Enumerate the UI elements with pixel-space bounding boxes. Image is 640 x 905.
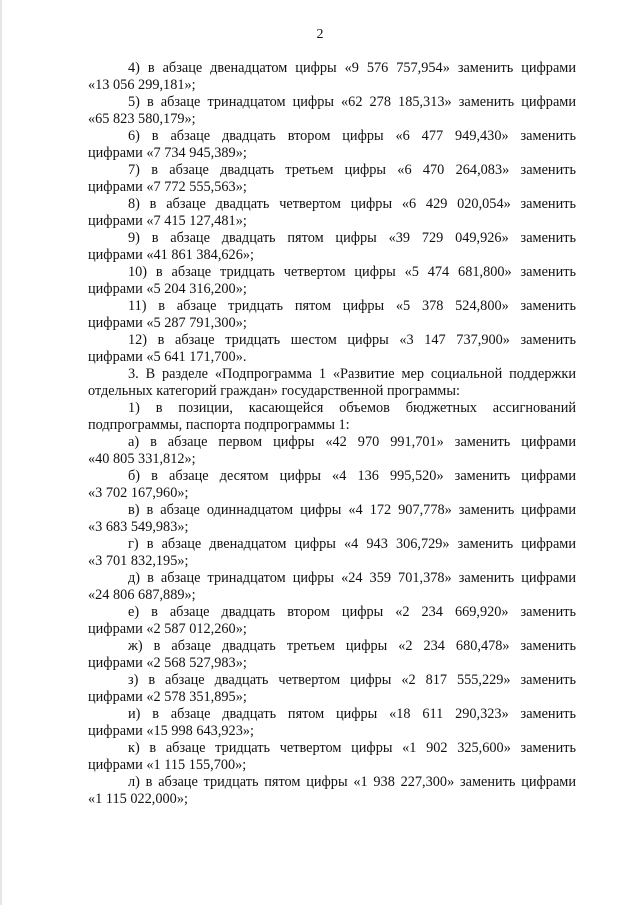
text-line-8-cont: цифрами «7 415 127,481»; xyxy=(88,213,247,229)
item-e-cont: цифрами «2 587 012,260»; xyxy=(88,621,247,637)
text-line-5-cont: «65 823 580,179»; xyxy=(88,111,196,127)
item-zh-cont: цифрами «2 568 527,983»; xyxy=(88,655,247,671)
item-b-first: б) в абзаце десятом цифры «4 136 995,520» заменить цифрами xyxy=(128,468,576,484)
item-z-first: з) в абзаце двадцать четвертом цифры «2 817 555,229» заменить xyxy=(128,672,576,688)
text-line-7-cont: цифрами «7 772 555,563»; xyxy=(88,179,247,195)
text-line-7-first: 7) в абзаце двадцать третьем цифры «6 470 264,083» заменить xyxy=(128,162,576,178)
text-line-10-cont: цифрами «5 204 316,200»; xyxy=(88,281,247,297)
item-v-first: в) в абзаце одиннадцатом цифры «4 172 907,778» заменить цифрами xyxy=(128,502,576,518)
section-3-heading-first: 3. В разделе «Подпрограмма 1 «Развитие мер социальной поддержки xyxy=(128,366,576,382)
item-1-first: 1) в позиции, касающейся объемов бюджетных ассигнований xyxy=(128,400,576,416)
item-a-first: а) в абзаце первом цифры «42 970 991,701» заменить цифрами xyxy=(128,434,576,450)
text-line-11-cont: цифрами «5 287 791,300»; xyxy=(88,315,247,331)
item-e-first: е) в абзаце двадцать втором цифры «2 234 669,920» заменить xyxy=(128,604,576,620)
item-d-first: д) в абзаце тринадцатом цифры «24 359 701,378» заменить цифрами xyxy=(128,570,576,586)
text-line-9-first: 9) в абзаце двадцать пятом цифры «39 729 049,926» заменить xyxy=(128,230,576,246)
text-line-12-cont: цифрами «5 641 171,700». xyxy=(88,349,247,365)
text-line-5-first: 5) в абзаце тринадцатом цифры «62 278 185,313» заменить цифрами xyxy=(128,94,576,110)
text-line-8-first: 8) в абзаце двадцать четвертом цифры «6 429 020,054» заменить xyxy=(128,196,576,212)
text-line-6-first: 6) в абзаце двадцать втором цифры «6 477 949,430» заменить xyxy=(128,128,576,144)
page-number: 2 xyxy=(316,27,324,42)
section-3-heading-cont: отдельных категорий граждан» государственной программы: xyxy=(88,383,460,399)
text-line-4-cont: «13 056 299,181»; xyxy=(88,77,196,93)
item-zh-first: ж) в абзаце двадцать третьем цифры «2 234 680,478» заменить xyxy=(128,638,576,654)
text-line-10-first: 10) в абзаце тридцать четвертом цифры «5 474 681,800» заменить xyxy=(128,264,576,280)
text-line-11-first: 11) в абзаце тридцать пятом цифры «5 378 524,800» заменить xyxy=(128,298,576,314)
item-g-first: г) в абзаце двенадцатом цифры «4 943 306,729» заменить цифрами xyxy=(128,536,576,552)
item-k-cont: цифрами «1 115 155,700»; xyxy=(88,757,247,773)
item-d-cont: «24 806 687,889»; xyxy=(88,587,196,603)
item-v-cont: «3 683 549,983»; xyxy=(88,519,189,535)
item-z-cont: цифрами «2 578 351,895»; xyxy=(88,689,247,705)
item-i-cont: цифрами «15 998 643,923»; xyxy=(88,723,254,739)
document-body xyxy=(88,60,576,808)
item-b-cont: «3 702 167,960»; xyxy=(88,485,189,501)
item-l-first: л) в абзаце тридцать пятом цифры «1 938 227,300» заменить цифрами xyxy=(128,774,576,790)
item-l-cont: «1 115 022,000»; xyxy=(88,791,188,807)
item-i-first: и) в абзаце двадцать пятом цифры «18 611 290,323» заменить xyxy=(128,706,576,722)
text-line-12-first: 12) в абзаце тридцать шестом цифры «3 147 737,900» заменить xyxy=(128,332,576,348)
item-k-first: к) в абзаце тридцать четвертом цифры «1 902 325,600» заменить xyxy=(128,740,576,756)
text-line-9-cont: цифрами «41 861 384,626»; xyxy=(88,247,254,263)
item-a-cont: «40 805 331,812»; xyxy=(88,451,196,467)
text-line-6-cont: цифрами «7 734 945,389»; xyxy=(88,145,247,161)
item-g-cont: «3 701 832,195»; xyxy=(88,553,189,569)
item-1-cont: подпрограммы, паспорта подпрограммы 1: xyxy=(88,417,350,433)
scan-edge-shadow xyxy=(0,0,2,905)
text-line-4-first: 4) в абзаце двенадцатом цифры «9 576 757,954» заменить цифрами xyxy=(128,60,576,76)
